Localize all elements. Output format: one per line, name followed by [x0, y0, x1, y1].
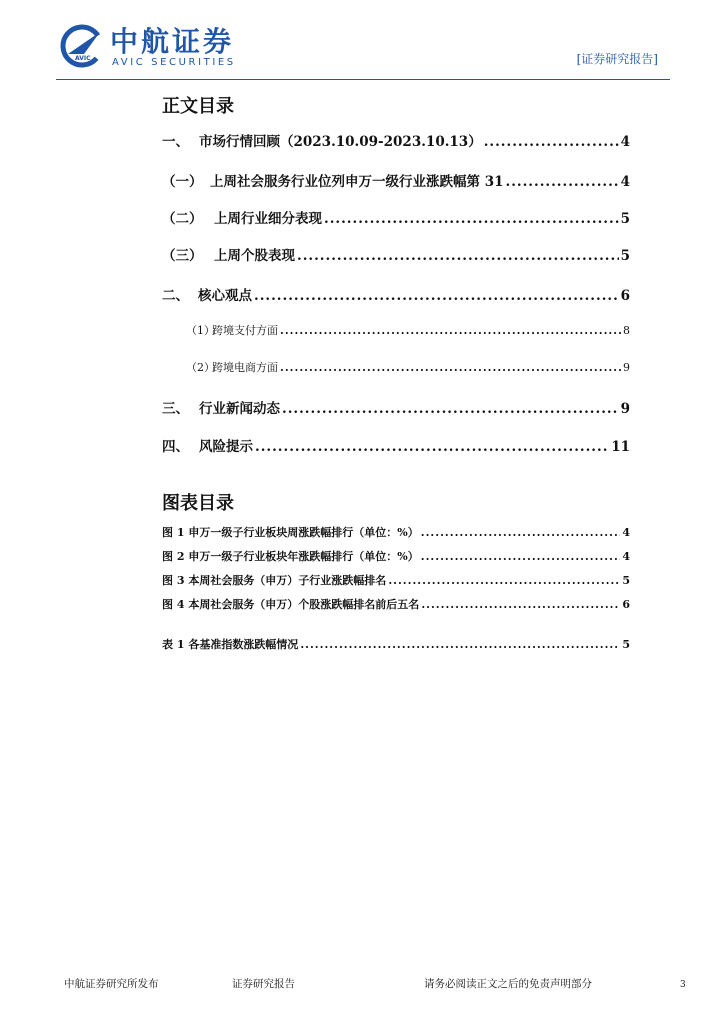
leader-dots [280, 361, 621, 374]
toc-entry[interactable]: 一、 市场行情回顾（2023.10.09-2023.10.13） ..... 4 [162, 130, 630, 150]
leader-dots [255, 439, 609, 455]
toc-entry[interactable]: 四、 风险提示 ..... 11 [162, 435, 630, 455]
leader-dots [421, 550, 621, 563]
figure-entry[interactable]: 图 4 本周社会服务（申万）个股涨跌幅排名前后五名 ..... 6 [162, 596, 630, 612]
leader-dots [388, 574, 620, 587]
leader-dots [300, 638, 620, 651]
footer-report-type: 证券研究报告 [232, 978, 295, 990]
svg-text:AVIC: AVIC [75, 55, 91, 62]
report-type-tag: [证券研究报告] [576, 52, 658, 66]
toc-entry[interactable]: （2） 跨境电商方面 ..... 9 [186, 359, 630, 375]
leader-dots [254, 288, 619, 304]
leader-dots [324, 211, 619, 227]
toc-entry[interactable]: 三、 行业新闻动态 ..... 9 [162, 397, 630, 417]
leader-dots [297, 248, 619, 264]
footer-disclaimer: 请务必阅读正文之后的免责声明部分 [424, 978, 592, 990]
figure-entry[interactable]: 图 3 本周社会服务（申万）子行业涨跌幅排名 ..... 5 [162, 572, 630, 588]
avic-logo-icon [60, 24, 104, 68]
leader-dots [484, 134, 619, 150]
header-divider [56, 79, 670, 80]
figure-entry[interactable]: 图 1 申万一级子行业板块周涨跌幅排行（单位：%） ..... 4 [162, 524, 630, 540]
toc-entry[interactable]: 二、 核心观点 ..... 6 [162, 284, 630, 304]
page-header [0, 0, 724, 84]
footer-publisher: 中航证券研究所发布 [64, 978, 159, 990]
toc-entry[interactable]: （1） 跨境支付方面 ..... 8 [186, 322, 630, 338]
figures-title: 图表目录 [162, 493, 234, 514]
toc-entry[interactable]: （三） 上周个股表现 ..... 5 [162, 244, 630, 264]
leader-dots [280, 324, 621, 337]
brand-name: 中航证券 [110, 25, 235, 58]
brand-name-en: AVIC SECURITIES [112, 57, 236, 68]
toc-entry[interactable]: （二） 上周行业细分表现 ..... 5 [162, 207, 630, 227]
leader-dots [282, 401, 619, 417]
toc-entry[interactable]: （一） 上周社会服务行业位列申万一级行业涨跌幅第 31 ..... 4 [162, 170, 630, 190]
figure-entry[interactable]: 图 2 申万一级子行业板块年涨跌幅排行（单位：%） ..... 4 [162, 548, 630, 564]
table-entry[interactable]: 表 1 各基准指数涨跌幅情况 ..... 5 [162, 636, 630, 652]
leader-dots [421, 598, 620, 611]
leader-dots [421, 526, 621, 539]
leader-dots [506, 174, 619, 190]
page-number: 3 [680, 980, 686, 990]
toc-title: 正文目录 [162, 96, 234, 117]
